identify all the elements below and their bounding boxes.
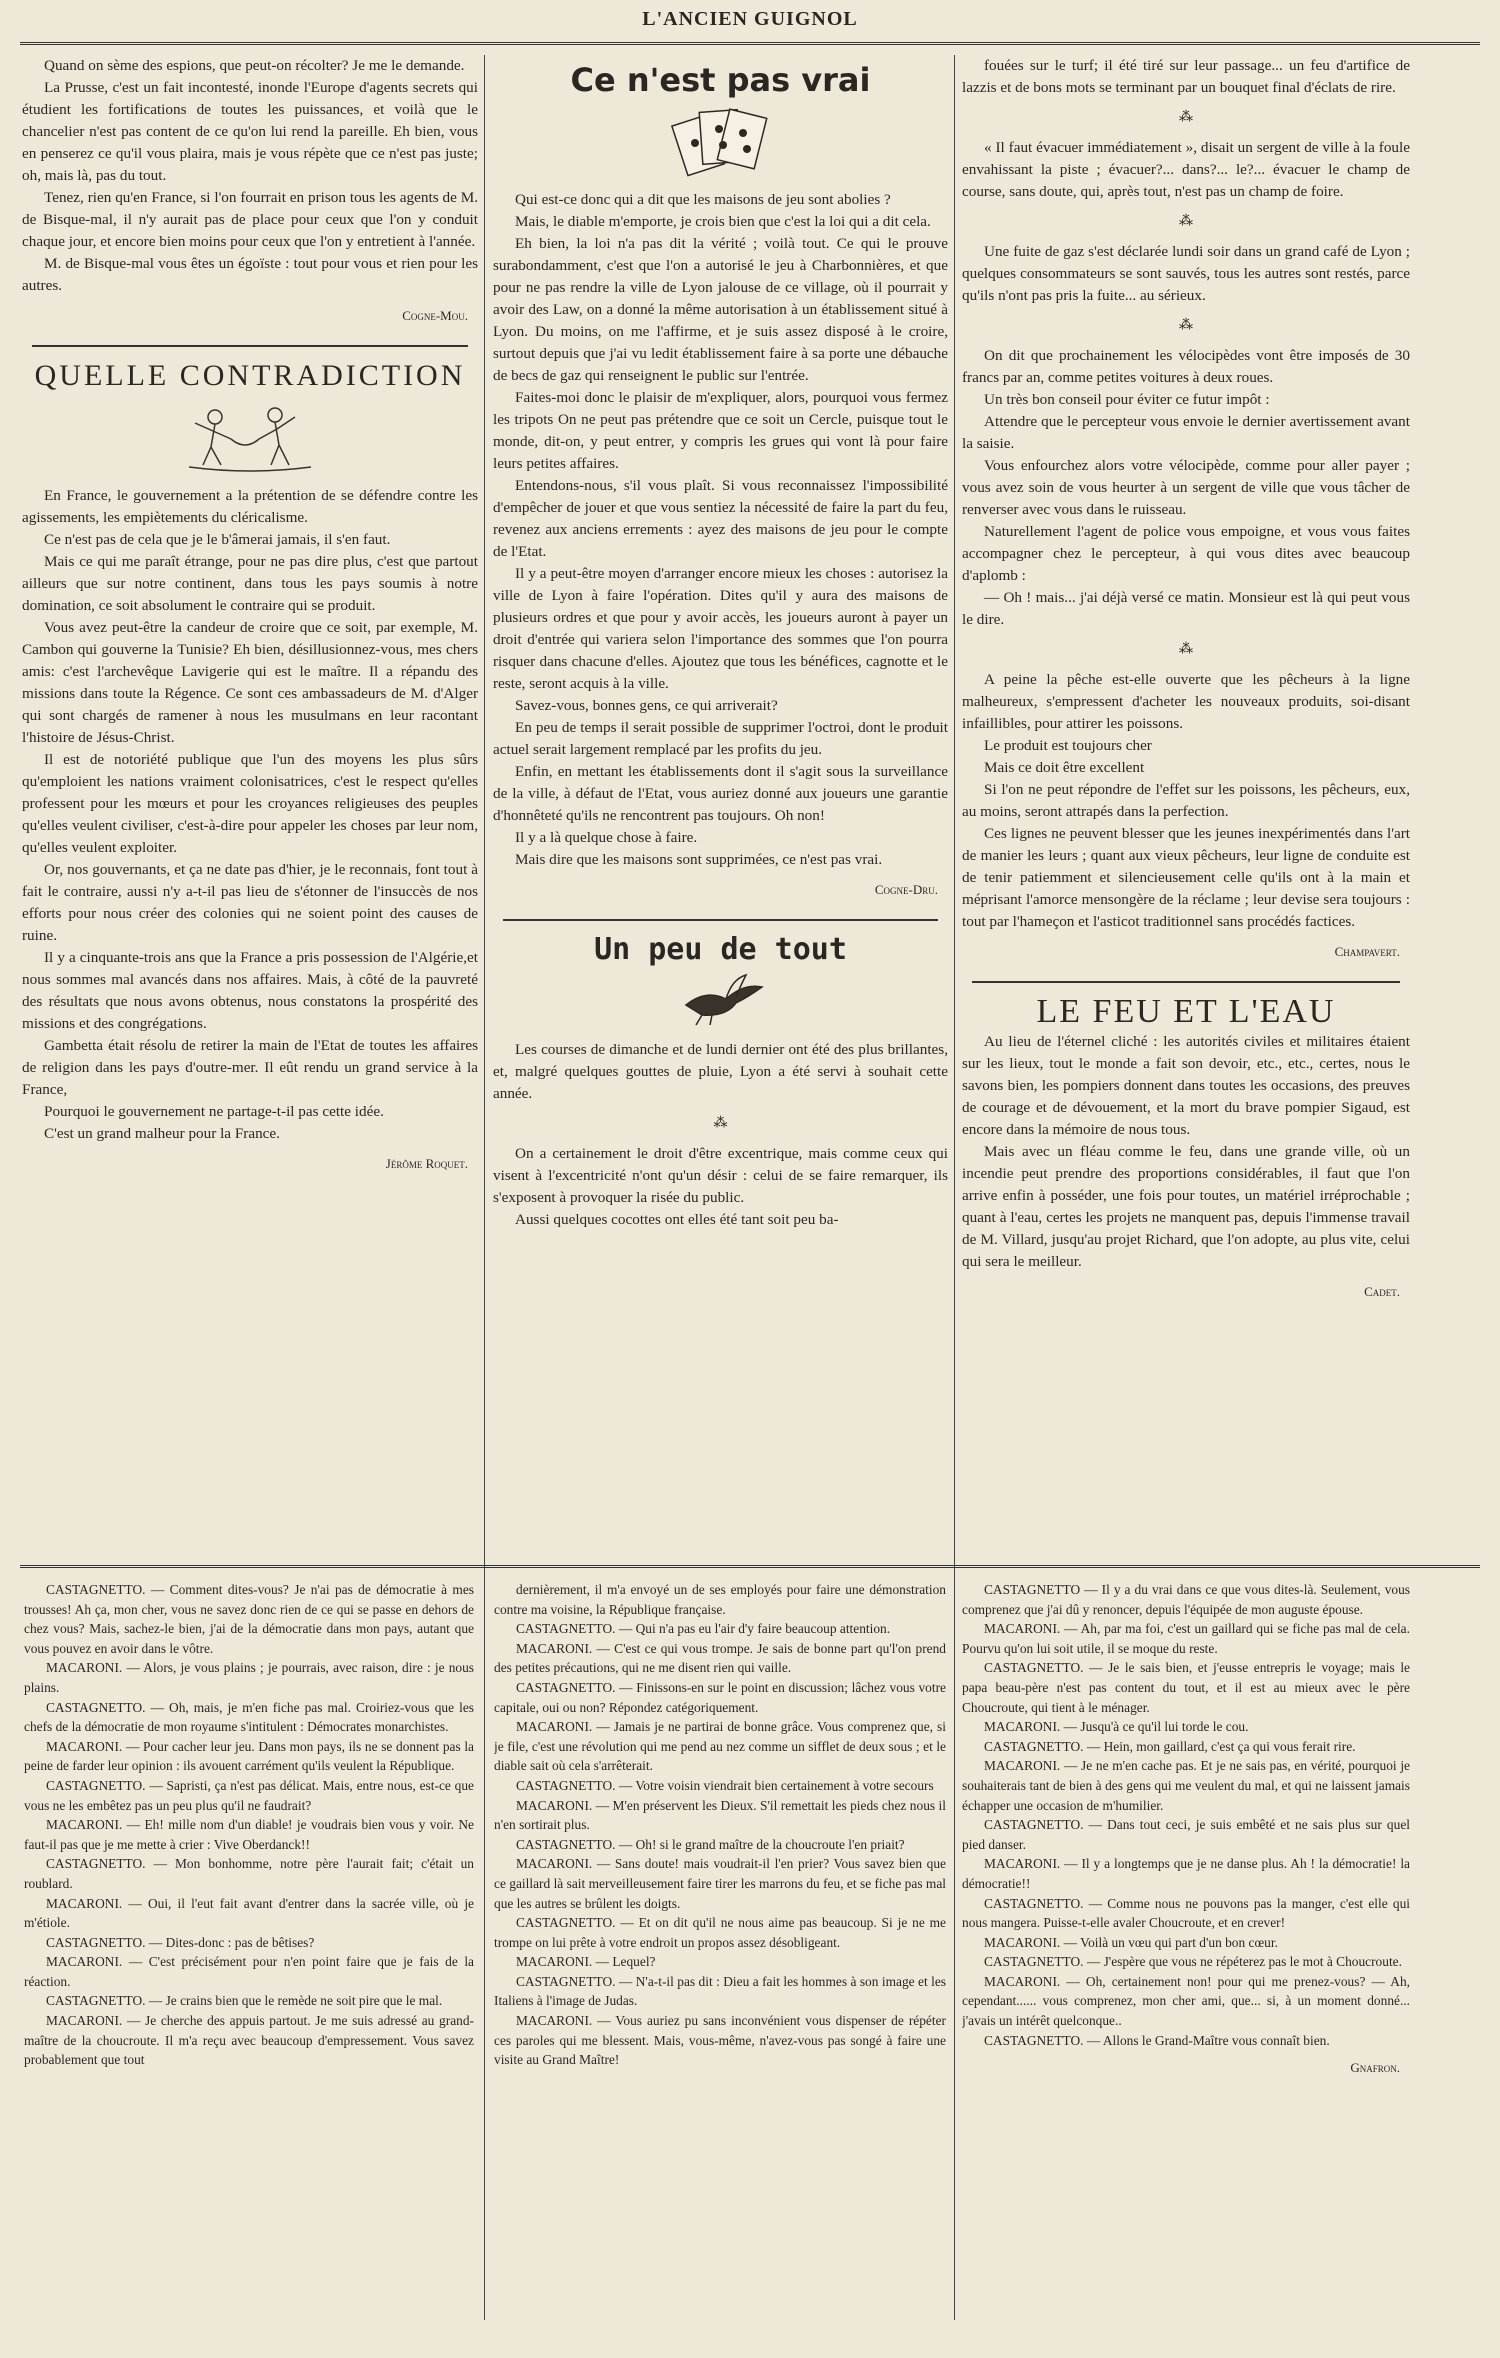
paragraph: Ce n'est pas de cela que je le b'âmerai jamais, il s'en faut. [44, 531, 391, 548]
paragraph: A peine la pêche est-elle ouverte que les pêcheurs à la ligne malheureux, s'empressent d'acheter les nouveaux produits, soi-disant infaillibles, pour attirer les poissons. [962, 671, 1410, 732]
dialogue-text: — Vous auriez pu sans inconvénient vous dispenser de répéter ces paroles qui me blessent. Mais, vous-même, n'avez-vous pas songé à faire une visite au Grand Maître! [494, 2013, 946, 2068]
peu-de-tout-article [493, 1039, 948, 1231]
dialogue-column-2 [494, 1580, 946, 2320]
dialogue-line [962, 1580, 1410, 1619]
speaker-name: CASTAGNETTO. [46, 1777, 146, 1793]
dialogue-text: — C'est précisément pour n'en point faire que je fais de la réaction. [24, 1954, 474, 1989]
dialogue-text: — Alors, je vous plains ; je pourrais, avec raison, dire : je nous plains. [24, 1660, 474, 1695]
speaker-name: CASTAGNETTO. [984, 1954, 1084, 1970]
speaker-name: CASTAGNETTO. [516, 1777, 616, 1793]
dialogue-line [962, 1737, 1410, 1757]
dialogue-line [962, 1717, 1410, 1737]
speaker-name: CASTAGNETTO. [46, 1582, 146, 1597]
speaker-name: MACARONI. [46, 2013, 123, 2029]
dialogue-line [962, 1854, 1410, 1893]
carnival-figures-illustration [175, 395, 325, 475]
speaker-name: MACARONI. [46, 1660, 123, 1676]
dialogue-text: — Votre voisin viendrait bien certainement à votre secours [618, 1777, 934, 1793]
paragraph: La Prusse, c'est un fait incontesté, inonde l'Europe d'agents secrets qui étudient les fortifications de toutes les puissances, et voilà que le chancelier n'est pas content de ce qu'on lui rend la pareille. Eh bien, vous en penserez ce qu'il vous plaira, mais je vous répète que ce n'est pas juste; oh, mais là, pas du tout. [22, 79, 478, 184]
paragraph: M. de Bisque-mal vous êtes un égoïste : tout pour vous et rien pour les autres. [22, 255, 478, 294]
dialogue-line [494, 1580, 946, 1619]
dialogue-text: — Oh! si le grand maître de la choucroute l'en priait? [618, 1836, 905, 1852]
paragraph: Eh bien, la loi n'a pas dit la vérité ; voilà tout. Ce qui le prouve surabondamment, c'est que l'on a autorisé le jeu à Charbonnières, et que pour ne pas rendre la ville de Lyon jalouse de ce village, où il pourrait y avoir des Law, on a donné la même autorisation à un établissement situé à Lyon. Du moins, on me l'affirme, et je suis assez disposé à le croire, surtout depuis que j'ai vu ledit établissement faire à sa porte une débauche de becs de gaz qui renseignent le public sur l'entrée. [493, 235, 948, 384]
article-title: QUELLE CONTRADICTION [34, 359, 466, 392]
paragraph: Or, nos gouvernants, et ça ne date pas d'hier, je le reconnais, font tout à fait le contraire, aussi n'y a-t-il pas lieu de s'étonner de l'insuccès de nos efforts pour nous créer des colonies qui ne soient point des causes de ruine. [22, 861, 478, 944]
speaker-name: MACARONI. [984, 1934, 1061, 1950]
dialogue-text: — Lequel? [595, 1954, 656, 1970]
speaker-name: MACARONI. [516, 2013, 593, 2029]
feu-eau-article [962, 1031, 1410, 1273]
signature: Cogne-Dru. [874, 882, 938, 897]
dialogue-line [24, 1952, 474, 1991]
article-title: Un peu de tout [594, 932, 847, 967]
paragraph: Mais ce doit être excellent [984, 759, 1145, 776]
speaker-name: MACARONI. [984, 1758, 1061, 1774]
speaker-name: CASTAGNETTO [984, 1582, 1081, 1597]
dialogue-line [962, 1815, 1410, 1854]
dialogue-text: — M'en préservent les Dieux. S'il remettait les pieds chez nous il n'en sortirait plus. [494, 1797, 946, 1833]
dialogue-line [24, 1854, 474, 1893]
dialogue-line [494, 1678, 946, 1717]
dialogue-text: — J'espère que vous ne répéterez pas le mot à Choucroute. [1086, 1954, 1402, 1970]
dialogue-text: — Jusqu'à ce qu'il lui torde le cou. [1063, 1719, 1249, 1735]
dialogue-text: — Jamais je ne partirai de bonne grâce. Vous comprenez que, si je file, c'est une révolution qui me pend au nez comme un sifflet de deux sous ; et le diable sait où cela s'arrêterait. [494, 1719, 946, 1774]
speaker-name: CASTAGNETTO. [984, 1817, 1084, 1833]
paragraph: Ces lignes ne peuvent blesser que les jeunes inexpérimentés dans l'art de manier les leurs ; quant aux vieux pêcheurs, leur ligne de conduite est de tenir patiemment et silencieusement celle qu'ils ont à la main et méprisant l'amorce mensongère de la réclame ; leur devise sera toujours : tout par l'hameçon et l'asticot traditionnel sans procédés factices. [962, 825, 1410, 930]
dialogue-line [962, 2031, 1410, 2051]
signature: Cadet. [1364, 1284, 1400, 1299]
column-divider [954, 55, 955, 1585]
dialogue-line [494, 1776, 946, 1796]
column-divider [484, 1575, 485, 2320]
paragraph: Vous enfourchez alors votre vélocipède, comme pour aller payer ; vous avez soin de vous heurter à un sergent de ville que vous tâcher de renverser avec vous dans le ruisseau. [962, 457, 1410, 518]
paragraph: Tenez, rien qu'en France, si l'on fourrait en prison tous les agents de M. de Bisque-mal, il n'y aurait pas de place pour ceux que l'on y conduit chaque jour, et encore bien moins pour ceux que l'on y entretient à l'année. [22, 189, 478, 250]
dialogue-line [962, 1619, 1410, 1658]
paragraph: Aussi quelques cocottes ont elles été tant soit peu ba- [515, 1211, 839, 1228]
speaker-name: CASTAGNETTO. [516, 1679, 616, 1695]
paragraph: On dit que prochainement les vélocipèdes vont être imposés de 30 francs par an, comme petites voitures à deux roues. [962, 347, 1410, 386]
dialogue-line [494, 1717, 946, 1776]
dialogue-line [494, 1639, 946, 1678]
paragraph: Les courses de dimanche et de lundi dernier ont été des plus brillantes, et, malgré quelques gouttes de pluie, Lyon a été servi à souhait cette année. [493, 1041, 948, 1102]
paragraph: En peu de temps il serait possible de supprimer l'octroi, dont le produit actuel serait largement remplacé par les profits du jeu. [493, 719, 948, 758]
dialogue-line [494, 1972, 946, 2011]
dialogue-rule [20, 1565, 1480, 1568]
dialogue-line [24, 1933, 474, 1953]
masthead: L'ANCIEN GUIGNOL [642, 8, 858, 30]
paragraph: Mais, le diable m'emporte, je crois bien que c'est la loi qui a dit cela. [515, 213, 931, 230]
dialogue-line [24, 1776, 474, 1815]
paragraph: — Oh ! mais... j'ai déjà versé ce matin. Monsieur est là qui peut vous le dire. [962, 589, 1410, 628]
paragraph: Entendons-nous, s'il vous plaît. Si vous reconnaissez l'impossibilité d'empêcher de jouer et que vous sentiez la nécessité de faire la part du feu, revenez aux anciens errements : ayez des maisons de jeu pour le compte de l'Etat. [493, 477, 948, 560]
dialogue-column-1 [24, 1580, 474, 2320]
article-title: Ce n'est pas vrai [570, 61, 871, 99]
speaker-name: CASTAGNETTO. [516, 1621, 616, 1637]
speaker-name: MACARONI. [984, 1856, 1061, 1872]
speaker-name: CASTAGNETTO. [46, 1993, 146, 2009]
top-rule [20, 42, 1480, 45]
dialogue-line [962, 1658, 1410, 1717]
column-divider [484, 55, 485, 1585]
dialogue-text: — C'est ce qui vous trompe. Je sais de bonne part qu'l'on prend des petites précautions, qui ne me disent rien qui vaille. [494, 1640, 946, 1676]
dialogue-line [24, 2011, 474, 2070]
dialogue-text: — Finissons-en sur le point en discussion; lâchez vous votre capitale, oui ou non? Répondez catégoriquement. [494, 1679, 946, 1715]
jeu-article [493, 189, 948, 871]
dialogue-text: — Oh, mais, je m'en fiche pas mal. Croiriez-vous que les chefs de la démocratie de mon royaume s'intitulent : Démocrates monarchistes. [24, 1699, 474, 1735]
speaker-name: CASTAGNETTO. [984, 1738, 1084, 1754]
paragraph: Naturellement l'agent de police vous empoigne, et vous vous faites accompagner chez le percepteur, à qui vous dites avec beaucoup d'aplomb : [962, 523, 1410, 584]
speaker-name: MACARONI. [46, 1895, 123, 1911]
speaker-name: MACARONI. [516, 1719, 593, 1735]
section-rule [503, 919, 938, 921]
dialogue-line [962, 1972, 1410, 2031]
dialogue-line [24, 1698, 474, 1737]
dialogue-text: dernièrement, il m'a envoyé un de ses employés pour faire une démonstration contre ma voisine, la République française. [494, 1582, 946, 1617]
paragraph: Le produit est toujours cher [984, 737, 1152, 754]
speaker-name: CASTAGNETTO. [984, 1660, 1084, 1676]
dialogue-text: — Voilà un vœu qui part d'un bon cœur. [1063, 1934, 1278, 1950]
dialogue-text: — Comme nous ne pouvons pas la manger, c'est elle qui nous mangera. Puisse-t-elle avaler Choucroute, et en crever! [962, 1895, 1410, 1931]
signature: Champavert. [1334, 944, 1400, 959]
signature: Jérôme Roquet. [385, 1156, 468, 1171]
dialogue-line [494, 2011, 946, 2070]
dialogue-text: — Hein, mon gaillard, c'est ça qui vous ferait rire. [1086, 1738, 1356, 1754]
paragraph: Gambetta était résolu de retirer la main de l'Etat de toutes les affaires de religion dans les pays d'outre-mer. Il eût rendu un grand service à la France, [22, 1037, 478, 1098]
dialogue-text: — Sapristi, ça n'est pas délicat. Mais, entre nous, est-ce que vous ne les embêtez pas un peu plus qu'il ne faudrait? [24, 1777, 474, 1813]
dialogue-line [24, 1815, 474, 1854]
dialogue-text: — Oh, certainement non! pour qui me prenez-vous? — Ah, cependant...... vous comprenez, mon cher ami, que... si, à un moment donné... j'avais un intérêt quelconque.. [962, 1973, 1410, 2029]
signature: Gnafron. [1350, 2060, 1400, 2076]
paragraph: Faites-moi donc le plaisir de m'expliquer, alors, pourquoi vous fermez les tripots On ne peut pas prétendre que ce soit un Cercle, puisque tout le monde, dit-on, y peut entrer, y compris les grues qui vont là pour faire leurs petites affaires. [493, 389, 948, 472]
article-title: LE FEU ET L'EAU [1036, 993, 1336, 1030]
speaker-name: MACARONI. [516, 1640, 593, 1656]
paragraph: On a certainement le droit d'être excentrique, mais comme ceux qui visent à l'excentricité n'ont qu'un désir : celui de se faire remarquer, ils s'exposent à provoquer la risée du public. [493, 1145, 948, 1206]
espions-article [22, 55, 478, 297]
paragraph: Attendre que le percepteur vous envoie le dernier avertissement avant la saisie. [962, 413, 1410, 452]
paragraph: Au lieu de l'éternel cliché : les autorités civiles et militaires étaient sur les lieux, tout le monde a fait son devoir, etc., etc., certes, nous le savons bien, les pompiers donnent dans toutes les occasions, des preuves de courage et de dévouement, et la mort du brave pompier Sigaud, est encore dans la mémoire de nous tous. [962, 1033, 1410, 1138]
paragraph: Un très bon conseil pour éviter ce futur impôt : [984, 391, 1270, 408]
paragraph: En France, le gouvernement a la prétention de se défendre contre les agissements, les empiètements du cléricalisme. [22, 487, 478, 526]
column-1 [22, 55, 478, 1550]
dialogue-line [24, 1737, 474, 1776]
dialogue-text: — Je le sais bien, et j'eusse entrepris le voyage; mais le papa beau-père n'est pas content du tout, et il est au mieux avec le père Choucroute, qui tient à le ménager. [962, 1660, 1410, 1715]
paragraph: Il y a peut-être moyen d'arranger encore mieux les choses : autorisez la ville de Lyon à faire l'opération. Dites qu'il y aura des maisons de plusieurs ordres et que pour y avoir accès, les joueurs auront à payer un droit d'entrée qui variera selon l'importance des sommes que l'on pourra risquer dans chacune d'elles. Ajoutez que tous les bénéfices, cagnotte et le reste, seront acquis à la ville. [493, 565, 948, 692]
speaker-name: MACARONI. [516, 1856, 593, 1872]
peu-de-tout-continued [962, 55, 1410, 933]
dialogue-line [962, 1756, 1410, 1815]
column-divider [954, 1575, 955, 2320]
dialogue-text: — Eh! mille nom d'un diable! je voudrais bien vous y voir. Ne faut-il pas que je me mette à crier : Vive Oberdanck!! [24, 1817, 474, 1852]
dialogue-text: — Oui, il l'eut fait avant d'entrer dans la sacrée ville, où je m'étiole. [24, 1895, 474, 1931]
dialogue-line [494, 1854, 946, 1913]
paragraph: Il y a cinquante-trois ans que la France a pris possession de l'Algérie,et nous sommes mal avancés dans nos affaires. Mais, à côté de la pauvreté des résultats que nous avons obtenus, nous constatons la prospérité des missions et des congrégations. [22, 949, 478, 1032]
playing-cards-illustration [661, 99, 781, 179]
asterism-divider: ⁂ [1179, 214, 1193, 229]
dialogue-text: — Je crains bien que le remède ne soit pire que le mal. [148, 1993, 443, 2009]
speaker-name: MACARONI. [516, 1954, 593, 1970]
speaker-name: CASTAGNETTO. [984, 2032, 1084, 2048]
section-rule [32, 345, 468, 347]
speaker-name: CASTAGNETTO. [516, 1836, 616, 1852]
speaker-name: CASTAGNETTO. [46, 1699, 146, 1715]
column-3 [962, 55, 1410, 1550]
paragraph: C'est un grand malheur pour la France. [44, 1125, 280, 1142]
dialogue-line [494, 1835, 946, 1855]
contradiction-article [22, 485, 478, 1145]
dialogue-text: — Pour cacher leur jeu. Dans mon pays, ils ne se donnent pas la peine de farder leur opinion : ils avouent carrément qu'ils veulent la République. [24, 1738, 474, 1774]
dialogue-line [494, 1952, 946, 1972]
dialogue-column-3 [962, 1580, 1410, 2320]
speaker-name: CASTAGNETTO. [46, 1934, 146, 1950]
section-rule [972, 981, 1400, 983]
column-2 [493, 55, 948, 1550]
speaker-name: MACARONI. [46, 1738, 123, 1754]
paragraph: Mais dire que les maisons sont supprimées, ce n'est pas vrai. [515, 851, 883, 868]
paragraph: Mais ce qui me paraît étrange, pour ne pas dire plus, c'est que partout ailleurs que sur notre continent, dans tous les pays soumis à notre domination, ce soit absolument le contraire qui se produit. [22, 553, 478, 614]
dialogue-line [494, 1796, 946, 1835]
paragraph: « Il faut évacuer immédiatement », disait un sergent de ville à la foule envahissant la piste ; évacuer?... dans?... le?... évacuer le champ de course, sans doute, qui, après tout, n'est pas un champ de foire. [962, 139, 1410, 200]
paragraph: Quand on sème des espions, que peut-on récolter? Je me le demande. [44, 57, 465, 74]
dialogue-line [494, 1619, 946, 1639]
dialogue-text: — N'a-t-il pas dit : Dieu a fait les hommes à son image et les Italiens à l'image de Judas. [494, 1973, 946, 2009]
asterism-divider: ⁂ [1179, 642, 1193, 657]
dialogue-line [494, 1913, 946, 1952]
dialogue-text: — Je ne m'en cache pas. Et je ne sais pas, en vérité, pourquoi je souhaiterais tant de bien à des gens qui me veulent du mal, et qui ne laissent jamais échapper une occasion de m'humilier. [962, 1758, 1410, 1813]
paragraph: Enfin, en mettant les établissements dont il s'agit sous la surveillance de la ville, à défaut de l'Etat, vous auriez donné aux joueurs une garantie d'honnêteté qu'ils ne rencontrent pas toujours. Oh non! [493, 763, 948, 824]
paragraph: Une fuite de gaz s'est déclarée lundi soir dans un grand café de Lyon ; quelques consommateurs se sont sauvés, tous les autres sont restés, parce qu'ils n'ont pas pris la fuite... au sérieux. [962, 243, 1410, 304]
speaker-name: MACARONI. [516, 1797, 593, 1813]
dialogue-text: — Et on dit qu'il ne nous aime pas beaucoup. Si je ne me trompe on lui prête à votre endroit un propos assez désobligeant. [494, 1915, 946, 1950]
signature: Cogne-Mou. [402, 308, 468, 323]
speaker-name: MACARONI. [46, 1817, 123, 1833]
asterism-divider: ⁂ [1179, 318, 1193, 333]
dialogue-line [24, 1894, 474, 1933]
paragraph: Il y a là quelque chose à faire. [515, 829, 698, 846]
speaker-name: MACARONI. [984, 1621, 1061, 1637]
dialogue-text: — Je cherche des appuis partout. Je me suis adressé au grand-maître de la choucroute. Il m'a reçu avec beaucoup d'empressement. Vous savez probablement que tout [24, 2013, 474, 2068]
asterism-divider: ⁂ [1179, 110, 1193, 125]
dialogue-text: — Mon bonhomme, notre père l'aurait fait; c'était un roublard. [24, 1856, 474, 1891]
dialogue-line [962, 1952, 1410, 1972]
speaker-name: CASTAGNETTO. [516, 1973, 616, 1989]
bird-illustration [666, 969, 776, 1029]
paragraph: Si l'on ne peut répondre de l'effet sur les poissons, les pêcheurs, eux, au moins, seront attrapés dans la perfection. [962, 781, 1410, 820]
dialogue-text: — Sans doute! mais voudrait-il l'en prier? Vous savez bien que ce gaillard là sait merveilleusement faire tirer les marrons du feu, et se fiche pas mal que les autres se brûlent les doigts. [494, 1856, 946, 1911]
speaker-name: CASTAGNETTO. [984, 1895, 1084, 1911]
dialogue-text: — Ah, par ma foi, c'est un gaillard qui se fiche pas mal de cela. Pourvu qu'on lui soit utile, il se moque du reste. [962, 1621, 1410, 1656]
asterism-divider: ⁂ [713, 1116, 728, 1131]
speaker-name: MACARONI. [984, 1973, 1061, 1989]
paragraph: Il est de notoriété publique que l'un des moyens les plus sûrs qu'emploient les nations vraiment colonisatrices, c'est le respect qu'elles professent pour les mœurs et pour les croyances religieuses des peuples qu'elles veulent civiliser, c'est-à-dire pour appeler les choses par leur nom, qu'elles veulent exploiter. [22, 751, 478, 856]
speaker-name: MACARONI. [984, 1719, 1061, 1735]
paragraph: Vous avez peut-être la candeur de croire que ce soit, par exemple, M. Cambon qui gouverne la Tunisie? Eh bien, désillusionnez-vous, mes chers amis: c'est l'archevêque Lavigerie qui est le maître. Il a répandu des missions dans toute la Régence. Ce sont ces ambassadeurs de M. d'Alger qui sont chargés de ramener à nous les musulmans en leur racontant l'histoire de Jésus-Christ. [22, 619, 478, 746]
dialogue-text: — Qui n'a pas eu l'air d'y faire beaucoup attention. [618, 1621, 891, 1637]
dialogue-line [962, 1933, 1410, 1953]
dialogue-text: — Dites-donc : pas de bêtises? [148, 1934, 315, 1950]
paragraph: fouées sur le turf; il été tiré sur leur passage... un feu d'artifice de lazzis et de bons mots se terminant par un bouquet final d'éclats de rire. [962, 57, 1410, 96]
dialogue-line [24, 1991, 474, 2011]
dialogue-text: — Il y a longtemps que je ne danse plus. Ah ! la démocratie! la démocratie!! [962, 1856, 1410, 1891]
dialogue-text: — Allons le Grand-Maître vous connaît bien. [1086, 2032, 1330, 2048]
dialogue-text: — Dans tout ceci, je suis embêté et ne sais plus sur quel pied danser. [962, 1817, 1410, 1852]
paragraph: Mais avec un fléau comme le feu, dans une grande ville, où un incendie peut prendre des proportions considérables, il faut que l'on arrive enfin à posséder, une fois pour toutes, un matériel irréprochable ; quant à l'eau, certes les projets ne manquent pas, depuis l'immense travail de M. Villard, jusqu'au projet Richard, que l'on adopte, au plus vite, celui qui sera le meilleur. [962, 1143, 1410, 1270]
dialogue-line [24, 1580, 474, 1658]
speaker-name: CASTAGNETTO. [516, 1915, 616, 1931]
dialogue-text: — Comment dites-vous? Je n'ai pas de démocratie à mes trousses! Ah ça, mon cher, vous ne savez donc rien de ce qui se passe en dehors de chez vous? Mais, sachez-le bien, j'ai de la démocratie dans mon pays, autant que vous pouvez en avoir dans le vôtre. [24, 1582, 474, 1656]
dialogue-line [24, 1658, 474, 1697]
paragraph: Pourquoi le gouvernement ne partage-t-il pas cette idée. [44, 1103, 384, 1120]
paragraph: Savez-vous, bonnes gens, ce qui arriverait? [515, 697, 778, 714]
speaker-name: MACARONI. [46, 1954, 123, 1970]
dialogue-line [962, 1894, 1410, 1933]
paragraph: Qui est-ce donc qui a dit que les maisons de jeu sont abolies ? [515, 191, 891, 208]
dialogue-text: — Il y a du vrai dans ce que vous dites-là. Seulement, vous comprenez que j'ai dû y renoncer, depuis l'équipée de mon auguste épouse. [962, 1582, 1410, 1617]
speaker-name: CASTAGNETTO. [46, 1856, 146, 1872]
